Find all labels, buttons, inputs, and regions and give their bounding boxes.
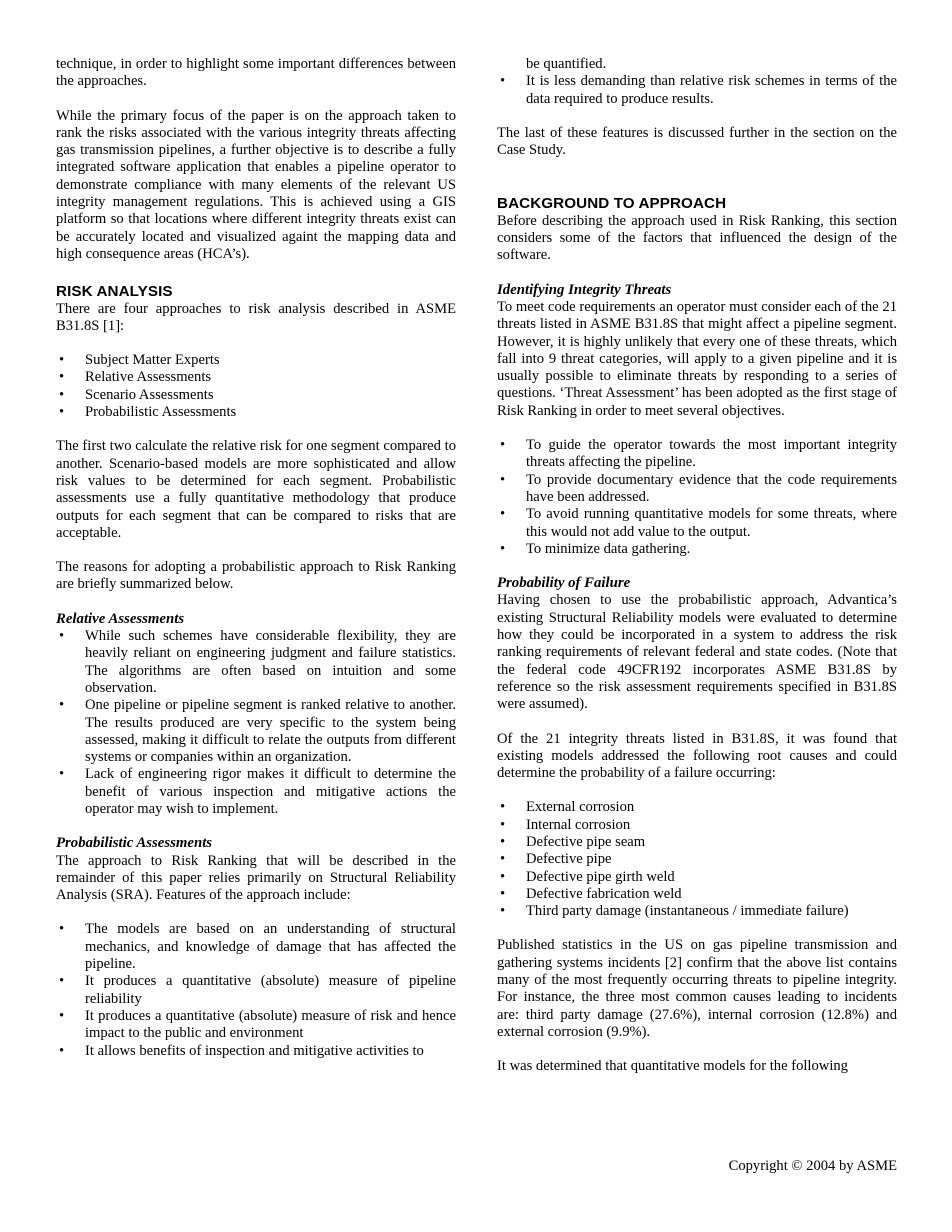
list-item: • Lack of engineering rigor makes it difficult to determine the benefit of various inspection and mitigative actions the operator may wish to implement. <box>56 766 456 818</box>
list-item-continuation: be quantified. <box>526 56 607 72</box>
list-item: • To provide documentary evidence that the code requirements have been addressed. <box>497 472 897 507</box>
list-item: • Subject Matter Experts <box>56 352 456 369</box>
list-item: • Defective pipe girth weld <box>497 869 897 886</box>
paragraph: technique, in order to highlight some important differences between the approaches. <box>56 56 456 90</box>
subsection-heading-probabilistic-assessments: Probabilistic Assessments <box>56 835 213 852</box>
paragraph: The first two calculate the relative risk for one segment compared to another. Scenario-based models are more sophisticated and allow risk values to be determined for each segment. Probabilistic assessments use a fully quantitative methodology that produce outputs for each segment that can be compared to risks that are acceptable. <box>56 438 456 541</box>
list-item: • Probabilistic Assessments <box>56 404 456 421</box>
list-item: • It allows benefits of inspection and mitigative activities to <box>56 1043 456 1060</box>
subsection-heading-identifying-integrity-threats: Identifying Integrity Threats <box>497 281 672 298</box>
bullet-list-threats <box>497 799 897 920</box>
list-item: • It produces a quantitative (absolute) measure of pipeline reliability <box>56 973 456 1008</box>
list-item: • It produces a quantitative (absolute) measure of risk and hence impact to the public and environment <box>56 1008 456 1043</box>
list-item: • One pipeline or pipeline segment is ranked relative to another. The results produced are very specific to the system being assessed, making it difficult to relate the outputs from different systems or companies within an organization. <box>56 697 456 766</box>
subsection-heading-probability-of-failure: Probability of Failure <box>497 575 631 592</box>
left-column <box>56 56 456 1060</box>
list-item: • Scenario Assessments <box>56 387 456 404</box>
list-item: • It is less demanding than relative risk schemes in terms of the data required to produce results. <box>497 73 897 108</box>
list-item: • To avoid running quantitative models for some threats, where this would not add value to the output. <box>497 506 897 541</box>
paragraph: There are four approaches to risk analysis described in ASME B31.8S [1]: <box>56 300 456 334</box>
list-item: • While such schemes have considerable flexibility, they are heavily reliant on engineering judgment and failure statistics. The algorithms are often based on intuition and some observation. <box>56 628 456 697</box>
bullet-list-approaches <box>56 352 456 421</box>
paragraph: The last of these features is discussed further in the section on the Case Study. <box>497 124 897 159</box>
paragraph: To meet code requirements an operator must consider each of the 21 threats listed in ASME B31.8S that might affect a pipeline segment. However, it is highly unlikely that every one of these threats, which fall into 9 threat categories, will apply to a given pipeline and it is usually possible to eliminate threats by responding to a series of questions. ‘Threat Assessment’ has been adopted as the first stage of Risk Ranking in order to meet several objectives. <box>497 298 897 419</box>
bullet-list-relative <box>56 628 456 818</box>
section-heading-risk-analysis: RISK ANALYSIS <box>56 283 173 301</box>
paragraph: Of the 21 integrity threats listed in B31.8S, it was found that existing models addressed the following root causes and could determine the probability of a failure occurring: <box>497 730 897 782</box>
list-item: • To minimize data gathering. <box>497 541 897 558</box>
paragraph: Having chosen to use the probabilistic approach, Advantica’s existing Structural Reliability models were evaluated to determine how they could be incorporated in a system to address the risk ranking requirements of relevant federal and state codes. (Note that the federal code 49CFR192 incorporates ASME B31.8S by reference so the risk assessment requirements specified in B31.8S were assumed). <box>497 592 897 713</box>
right-column <box>497 56 897 1076</box>
section-heading-background-to-approach: BACKGROUND TO APPROACH <box>497 195 727 213</box>
list-item: • The models are based on an understanding of structural mechanics, and knowledge of damage that has affected the pipeline. <box>56 921 456 973</box>
bullet-list-objectives <box>497 437 897 558</box>
paragraph: While the primary focus of the paper is on the approach taken to rank the risks associated with the various integrity threats affecting gas transmission pipelines, a further objective is to describe a fully integrated software application that enables a pipeline operator to demonstrate compliance with many elements of the relevant US integrity management regulations. This is achieved using a GIS platform so that locations where different integrity threats exist can be accurately located and visualized againt the mapping data and high consequence areas (HCA’s). <box>56 107 456 262</box>
bullet-list-features-continued <box>497 73 897 108</box>
paragraph: Published statistics in the US on gas pipeline transmission and gathering systems incidents [2] confirm that the above list contains many of the most frequently occurring threats to pipeline integrity. For instance, the three most common causes leading to incidents are: third party damage (27.6%), internal corrosion (12.8%) and external corrosion (9.9%). <box>497 937 897 1040</box>
paragraph: Before describing the approach used in Risk Ranking, this section considers some of the factors that influenced the design of the software. <box>497 212 897 264</box>
list-item: • Relative Assessments <box>56 369 456 386</box>
list-item: • Internal corrosion <box>497 817 897 834</box>
list-item: • Defective fabrication weld <box>497 886 897 903</box>
paragraph: It was determined that quantitative models for the following <box>497 1058 848 1075</box>
subsection-heading-relative-assessments: Relative Assessments <box>56 610 185 627</box>
footer-copyright: Copyright © 2004 by ASME <box>728 1158 897 1174</box>
list-item: • To guide the operator towards the most important integrity threats affecting the pipeline. <box>497 437 897 472</box>
list-item: • Defective pipe seam <box>497 834 897 851</box>
list-item: • External corrosion <box>497 799 897 816</box>
list-item: • Third party damage (instantaneous / immediate failure) <box>497 903 897 920</box>
paragraph: The reasons for adopting a probabilistic approach to Risk Ranking are briefly summarized below. <box>56 559 456 593</box>
bullet-list-features <box>56 921 456 1059</box>
list-item: • Defective pipe <box>497 851 897 868</box>
paragraph: The approach to Risk Ranking that will be described in the remainder of this paper relies primarily on Structural Reliability Analysis (SRA). Features of the approach include: <box>56 852 456 904</box>
